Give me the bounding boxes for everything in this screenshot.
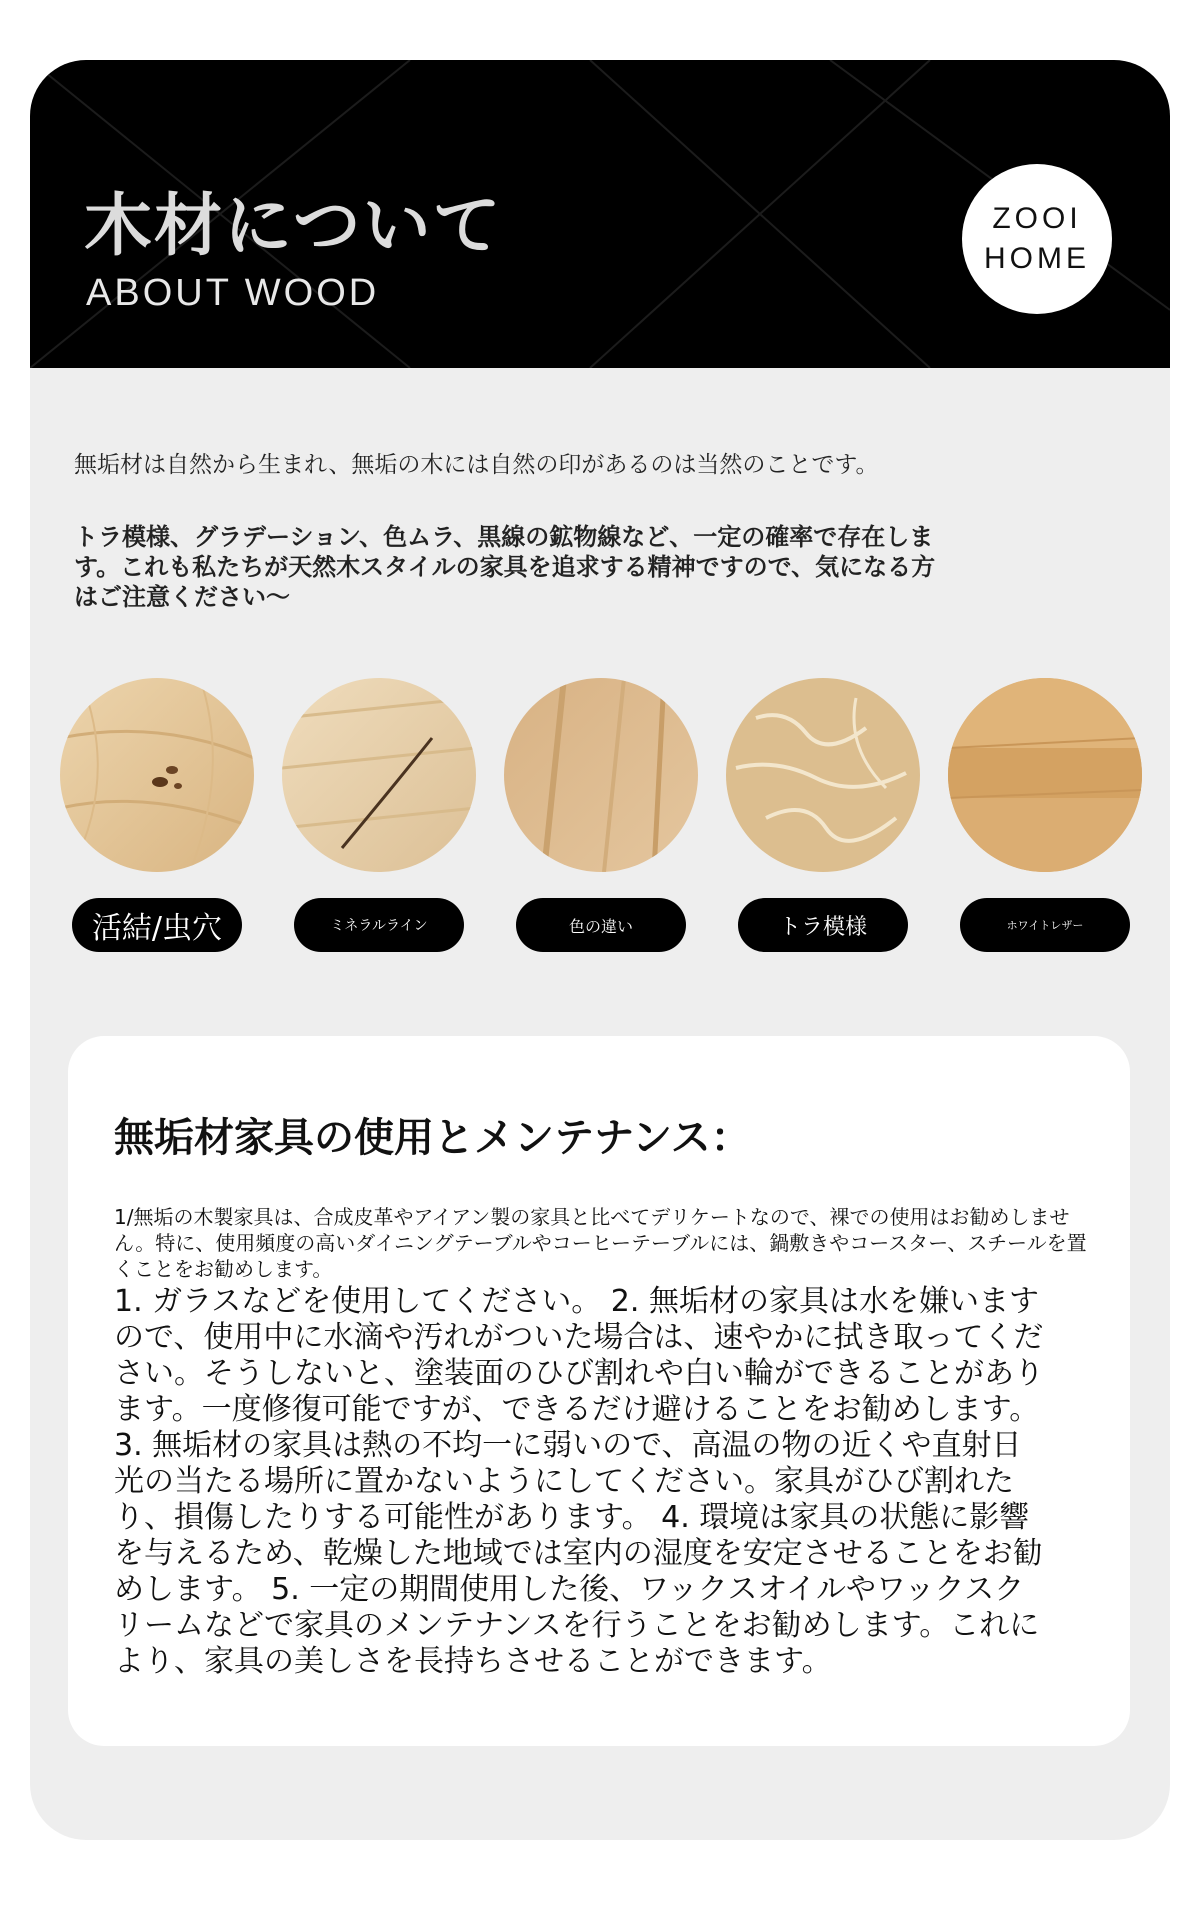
page-subtitle: ABOUT WOOD <box>86 272 380 314</box>
intro-notice-text: トラ模様、グラデーション、色ムラ、黒線の鉱物線など、一定の確率で存在します。これも私たちが天然木スタイルの家具を追求する精神ですので、気になる方はご注意ください～ <box>74 523 936 611</box>
label-knot-hole <box>72 898 242 952</box>
logo-text-line2: HOME <box>984 242 1090 275</box>
label-color-variation <box>516 898 686 952</box>
label-color-variation-text: 色の違い <box>568 916 633 936</box>
header-banner <box>30 60 1170 368</box>
wood-swatch-knot <box>60 678 254 872</box>
main-card <box>30 60 1170 1840</box>
intro-text: 無垢材は自然から生まれ、無垢の木には自然の印があるのは当然のことです。 <box>74 452 879 478</box>
wood-swatch-white-leather <box>948 678 1142 872</box>
label-white-leather <box>960 898 1130 952</box>
label-tiger-pattern-text: トラ模様 <box>778 914 867 940</box>
brand-logo <box>962 164 1112 314</box>
wood-swatch-tiger-pattern <box>726 678 920 872</box>
page-title: 木材について <box>84 187 503 266</box>
maintenance-panel <box>68 1036 1130 1746</box>
wood-swatch-mineral-line <box>282 678 476 872</box>
wood-swatch-color-variation <box>504 678 698 872</box>
logo-text-line1: ZOOI <box>992 202 1082 235</box>
label-mineral-line-text: ミネラルライン <box>330 918 428 934</box>
label-knot-hole-text: 活結/虫穴 <box>91 911 223 946</box>
maintenance-note: 1/無垢の木製家具は、合成皮革やアイアン製の家具と比べてデリケートなので、裸での使用はお勧めしません。特に、使用頻度の高いダイニングテーブルやコーヒーテーブルには、鍋敷きやコースター、スチールを置くことをお勧めします。 <box>114 1205 1087 1281</box>
label-tiger-pattern <box>738 898 908 952</box>
label-white-leather-text: ホワイトレザー <box>1006 919 1084 932</box>
maintenance-body: 1. ガラスなどを使用してください。 2. 無垢材の家具は水を嫌いますので、使用中に水滴や汚れがついた場合は、速やかに拭き取ってください。そうしないと、塗装面のひび割れや白い輪ができることがあります。一度修復可能ですが、できるだけ避けることをお勧めします。 3. 無垢材の家具は熱の不均一に弱いので、高温の物の近くや直射日光の当たる場所に置かないようにしてください。家具がひび割れたり、損傷したりする可能性があります。 4. 環境は家具の状態に影響を与えるため、乾燥した地域では室内の湿度を安定させることをお勧めします。 5. 一定の期間使用した後、ワックスオイルやワックスクリームなどで家具のメンテナンスを行うことをお勧めします。これにより、家具の美しさを長持ちさせることができます。 <box>114 1284 1044 1679</box>
label-mineral-line <box>294 898 464 952</box>
maintenance-title: 無垢材家具の使用とメンテナンス： <box>114 1115 751 1161</box>
